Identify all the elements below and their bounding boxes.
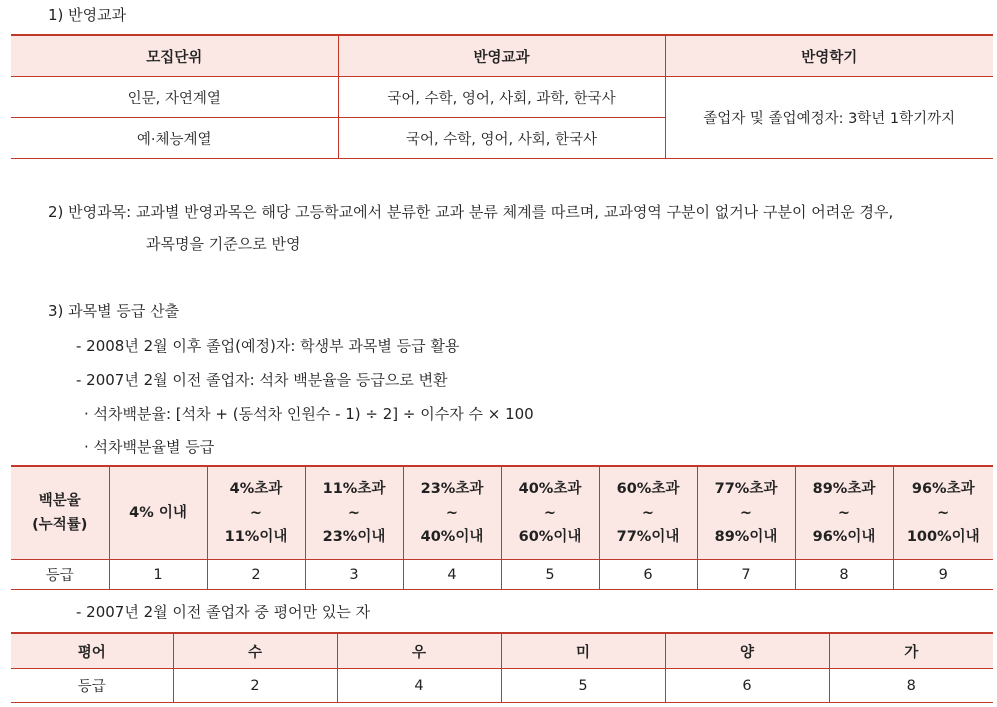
range-2: 4%초과 ~ 11%이내 [207, 466, 305, 560]
grade-cell: 9 [938, 566, 948, 583]
bullet-eval-only: - 2007년 2월 이전 졸업자 중 평어만 있는 자 [76, 603, 371, 621]
header-semester: 반영학기 [665, 35, 993, 77]
grade-cell: 5 [501, 669, 665, 703]
grade-cell: 1 [109, 560, 207, 590]
table-row [11, 669, 993, 703]
header-unit: 모집단위 [11, 35, 338, 77]
grade-cell: 6 [665, 669, 829, 703]
range-8: 89%초과 ~ 96%이내 [795, 466, 893, 560]
bullet-2008: - 2008년 2월 이후 졸업(예정)자: 학생부 과목별 등급 활용 [76, 337, 460, 355]
grade-cell: 8 [795, 560, 893, 590]
subjects-cell: 국어, 수학, 영어, 사회, 한국사 [338, 118, 665, 159]
unit-cell: 예·체능계열 [11, 118, 338, 159]
grade-cell: 6 [599, 560, 697, 590]
section1-title: 1) 반영교과 [48, 6, 127, 24]
grade-cell: 5 [501, 560, 599, 590]
eval-cell: 양 [665, 633, 829, 669]
range-5: 40%초과 ~ 60%이내 [501, 466, 599, 560]
range-4: 23%초과 ~ 40%이내 [403, 466, 501, 560]
eval-cell: 가 [829, 633, 993, 669]
eval-cell: 우 [337, 633, 501, 669]
semester-cell: 졸업자 및 졸업예정자: 3학년 1학기까지 [665, 77, 993, 159]
range-6: 60%초과 ~ 77%이내 [599, 466, 697, 560]
eval-cell: 수 [173, 633, 337, 669]
header-subjects: 반영교과 [338, 35, 665, 77]
grade-cell: 3 [305, 560, 403, 590]
section2-line1: 2) 반영과목: 교과별 반영과목은 해당 고등학교에서 분류한 교과 분류 체계를 따르며, 교과영역 구분이 없거나 구분이 어려운 경우, [48, 203, 894, 221]
subject-table [11, 34, 993, 159]
section2-line2: 과목명을 기준으로 반영 [146, 235, 301, 253]
grade-label: 등급 [11, 669, 173, 703]
table-row [11, 77, 993, 118]
grade-cell: 4 [337, 669, 501, 703]
grade-cell: 4 [403, 560, 501, 590]
range-7: 77%초과 ~ 89%이내 [697, 466, 795, 560]
subjects-cell: 국어, 수학, 영어, 사회, 과학, 한국사 [338, 77, 665, 118]
range-9: 96%초과 ~ 100%이내 [893, 466, 993, 560]
grade-cell: 8 [906, 677, 916, 694]
percentile-grade-table [11, 465, 993, 590]
grade-cell: 7 [697, 560, 795, 590]
range-3: 11%초과 ~ 23%이내 [305, 466, 403, 560]
grade-label: 등급 [11, 560, 109, 590]
formula-line: · 석차백분율: [석차 + (동석차 인원수 - 1) ÷ 2] ÷ 이수자 수 × 100 [84, 405, 534, 423]
header-eval: 평어 [11, 633, 173, 669]
table-row [11, 560, 993, 590]
range-1: 4% 이내 [109, 466, 207, 560]
unit-cell: 인문, 자연계열 [11, 77, 338, 118]
grade-cell: 2 [207, 560, 305, 590]
grade-by-percentile-title: · 석차백분율별 등급 [84, 438, 215, 456]
header-percentile: 백분율 (누적률) [11, 466, 109, 560]
section3-title: 3) 과목별 등급 산출 [48, 302, 180, 320]
grade-cell: 2 [173, 669, 337, 703]
evaluation-grade-table [11, 632, 993, 703]
bullet-2007: - 2007년 2월 이전 졸업자: 석차 백분율을 등급으로 변환 [76, 371, 448, 389]
eval-cell: 미 [501, 633, 665, 669]
